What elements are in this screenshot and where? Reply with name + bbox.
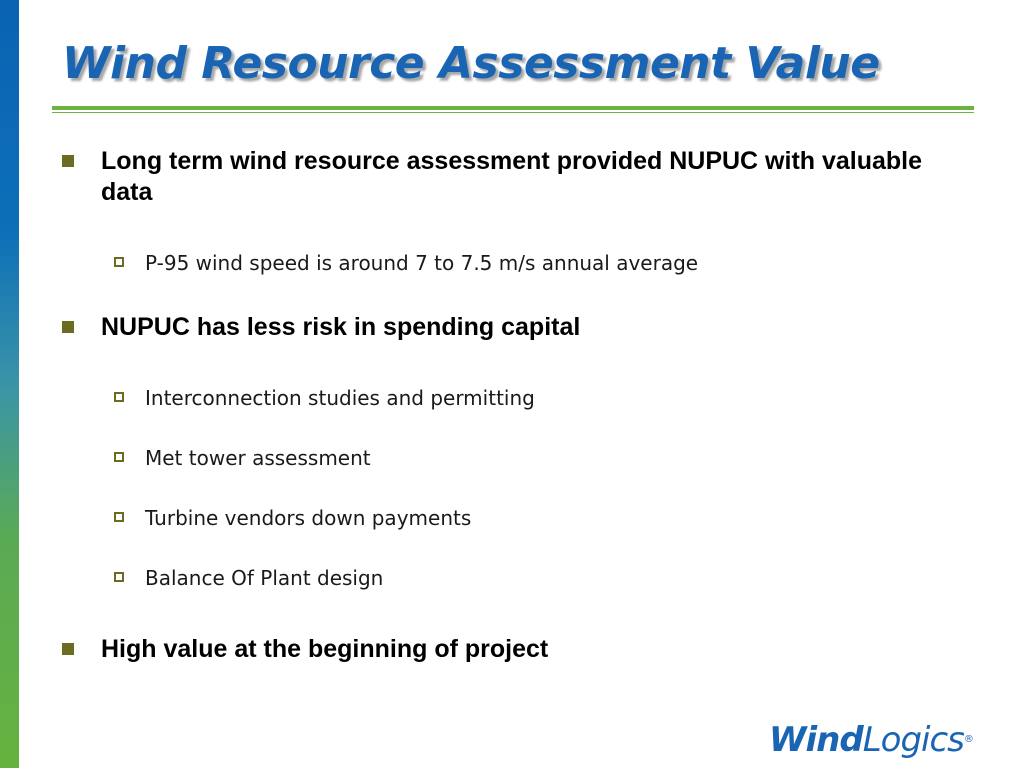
sub-bullet-text: P-95 wind speed is around 7 to 7.5 m/s annual average <box>145 251 699 275</box>
hollow-square-bullet-icon <box>114 512 124 522</box>
square-bullet-icon <box>62 155 74 167</box>
sub-bullet-text: Turbine vendors down payments <box>145 506 472 530</box>
bullet-text: NUPUC has less risk in spending capital <box>101 313 581 341</box>
sub-bullet-text: Balance Of Plant design <box>145 566 384 590</box>
slide-title: Wind Resource Assessment Value <box>62 38 880 89</box>
sub-bullet-text: Met tower assessment <box>145 446 371 470</box>
logo-logics-text: Logics <box>862 720 964 760</box>
bullet-text: High value at the beginning of project <box>101 635 549 663</box>
sub-bullet-text: Interconnection studies and permitting <box>145 386 535 410</box>
bullet-text: Long term wind resource assessment provided NUPUC with valuable data <box>101 147 923 206</box>
hollow-square-bullet-icon <box>114 572 124 582</box>
hollow-square-bullet-icon <box>114 392 124 402</box>
square-bullet-icon <box>62 321 74 333</box>
square-bullet-icon <box>62 643 74 655</box>
left-accent-bar <box>0 0 19 768</box>
title-underline <box>52 106 974 110</box>
title-underline-thin <box>52 112 974 113</box>
logo-wind-text: Wind <box>769 720 863 760</box>
windlogics-logo <box>769 718 974 762</box>
hollow-square-bullet-icon <box>114 257 124 267</box>
registered-mark: ® <box>963 734 974 745</box>
hollow-square-bullet-icon <box>114 452 124 462</box>
